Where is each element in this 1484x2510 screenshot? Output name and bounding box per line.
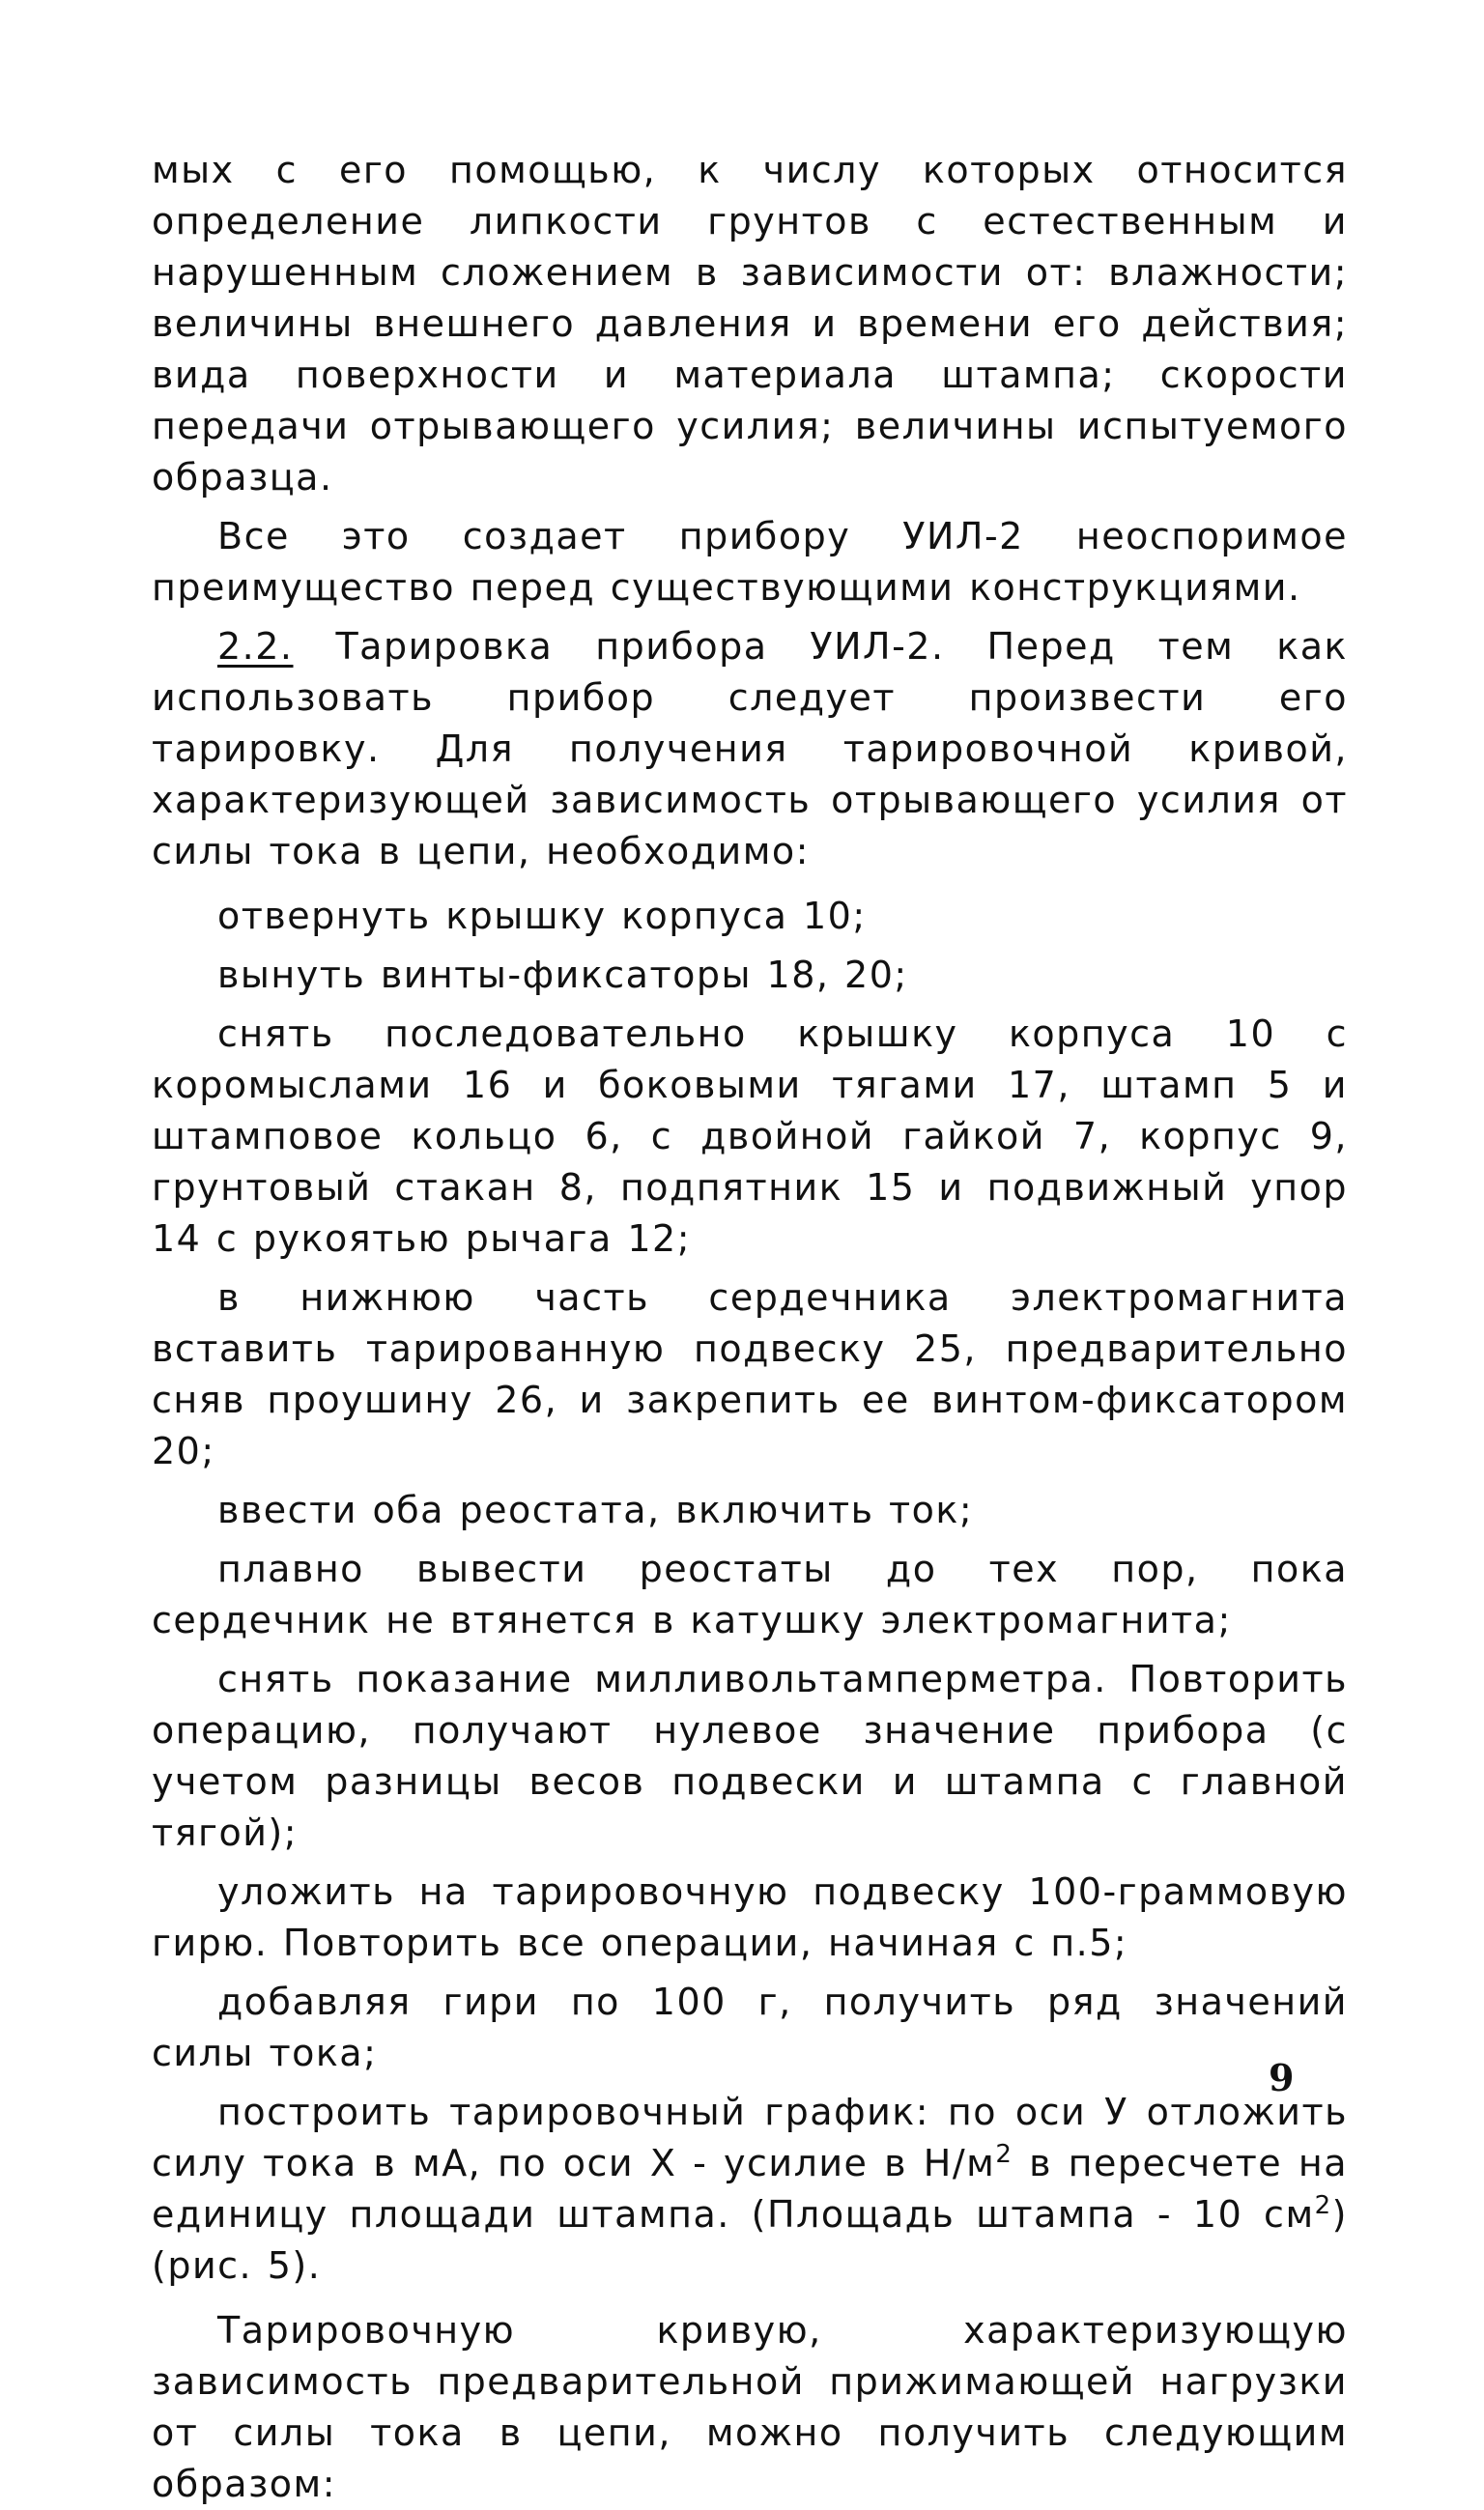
step-item-graph [152,2087,1348,2292]
step-item: отвернуть крышку корпуса 10; [217,895,867,937]
section-number: 2.2. [217,625,294,668]
superscript-2: 2 [1314,2191,1332,2220]
step-graph-text-2: в пересчете на единицу площади штампа. (Площадь штампа - 10 см [152,2142,1348,2236]
document-page [152,145,1348,2510]
step-item: вынуть винты-фиксаторы 18, 20; [217,954,908,996]
step-item: уложить на тарировочную подвеску 100-граммовую гирю. Повторить все операции, начиная с п.5; [152,1870,1348,1964]
page-number: 9 [1269,2056,1295,2099]
step-item: снять последовательно крышку корпуса 10 с коромыслами 16 и боковыми тягами 17, штамп 5 и штамповое кольцо 6, с двойной гайкой 7, корпус 9, грунтовый стакан 8, подпятник 15 и подвижный упор 14 с рукоятью рычага 12; [152,1013,1348,1260]
paragraph-intro-continuation: мых с его помощью, к числу которых относится определение липкости грунтов с естественным и нарушенным сложением в зависимости от: влажности; величины внешнего давления и времени его действия; вида поверхности и материала штампа; скорости передачи отрывающего усилия; величины испытуемого образца. [152,149,1348,499]
step-item: в нижнюю часть сердечника электромагнита вставить тарированную подвеску 25, предварительно сняв проушину 26, и закрепить ее винтом-фиксатором 20; [152,1276,1348,1472]
superscript-2: 2 [995,2140,1013,2169]
step-graph-text-1: построить тарировочный график: по оси У отложить силу тока в мА, по оси X - усилие в Н/м [152,2091,1348,2184]
paragraph-advantage: Все это создает прибору УИЛ-2 неоспоримое преимущество перед существующими конструкциями. [152,515,1348,609]
step-item: ввести оба реостата, включить ток; [217,1489,974,1531]
step-graph-text-3: ) (рис. 5). [152,2193,1348,2287]
step-item: плавно вывести реостаты до тех пор, пока сердечник не втянется в катушку электромагнита; [152,1548,1348,1641]
paragraph-final: Тарировочную кривую, характеризующую зависимость предварительной прижимающей нагрузки от силы тока в цепи, можно получить следующим образом: [152,2309,1348,2505]
section-text: Тарировка прибора УИЛ-2. Перед тем как использовать прибор следует произвести его тарировку. Для получения тарировочной кривой, характеризующей зависимость отрывающего усилия от силы тока в цепи, необходимо: [152,625,1348,872]
paragraph-section-2-2 [152,621,1348,877]
step-item: снять показание милливольтамперметра. Повторить операцию, получают нулевое значение прибора (с учетом разницы весов подвески и штампа с главной тягой); [152,1658,1348,1854]
step-item: добавляя гири по 100 г, получить ряд значений силы тока; [152,1981,1348,2074]
